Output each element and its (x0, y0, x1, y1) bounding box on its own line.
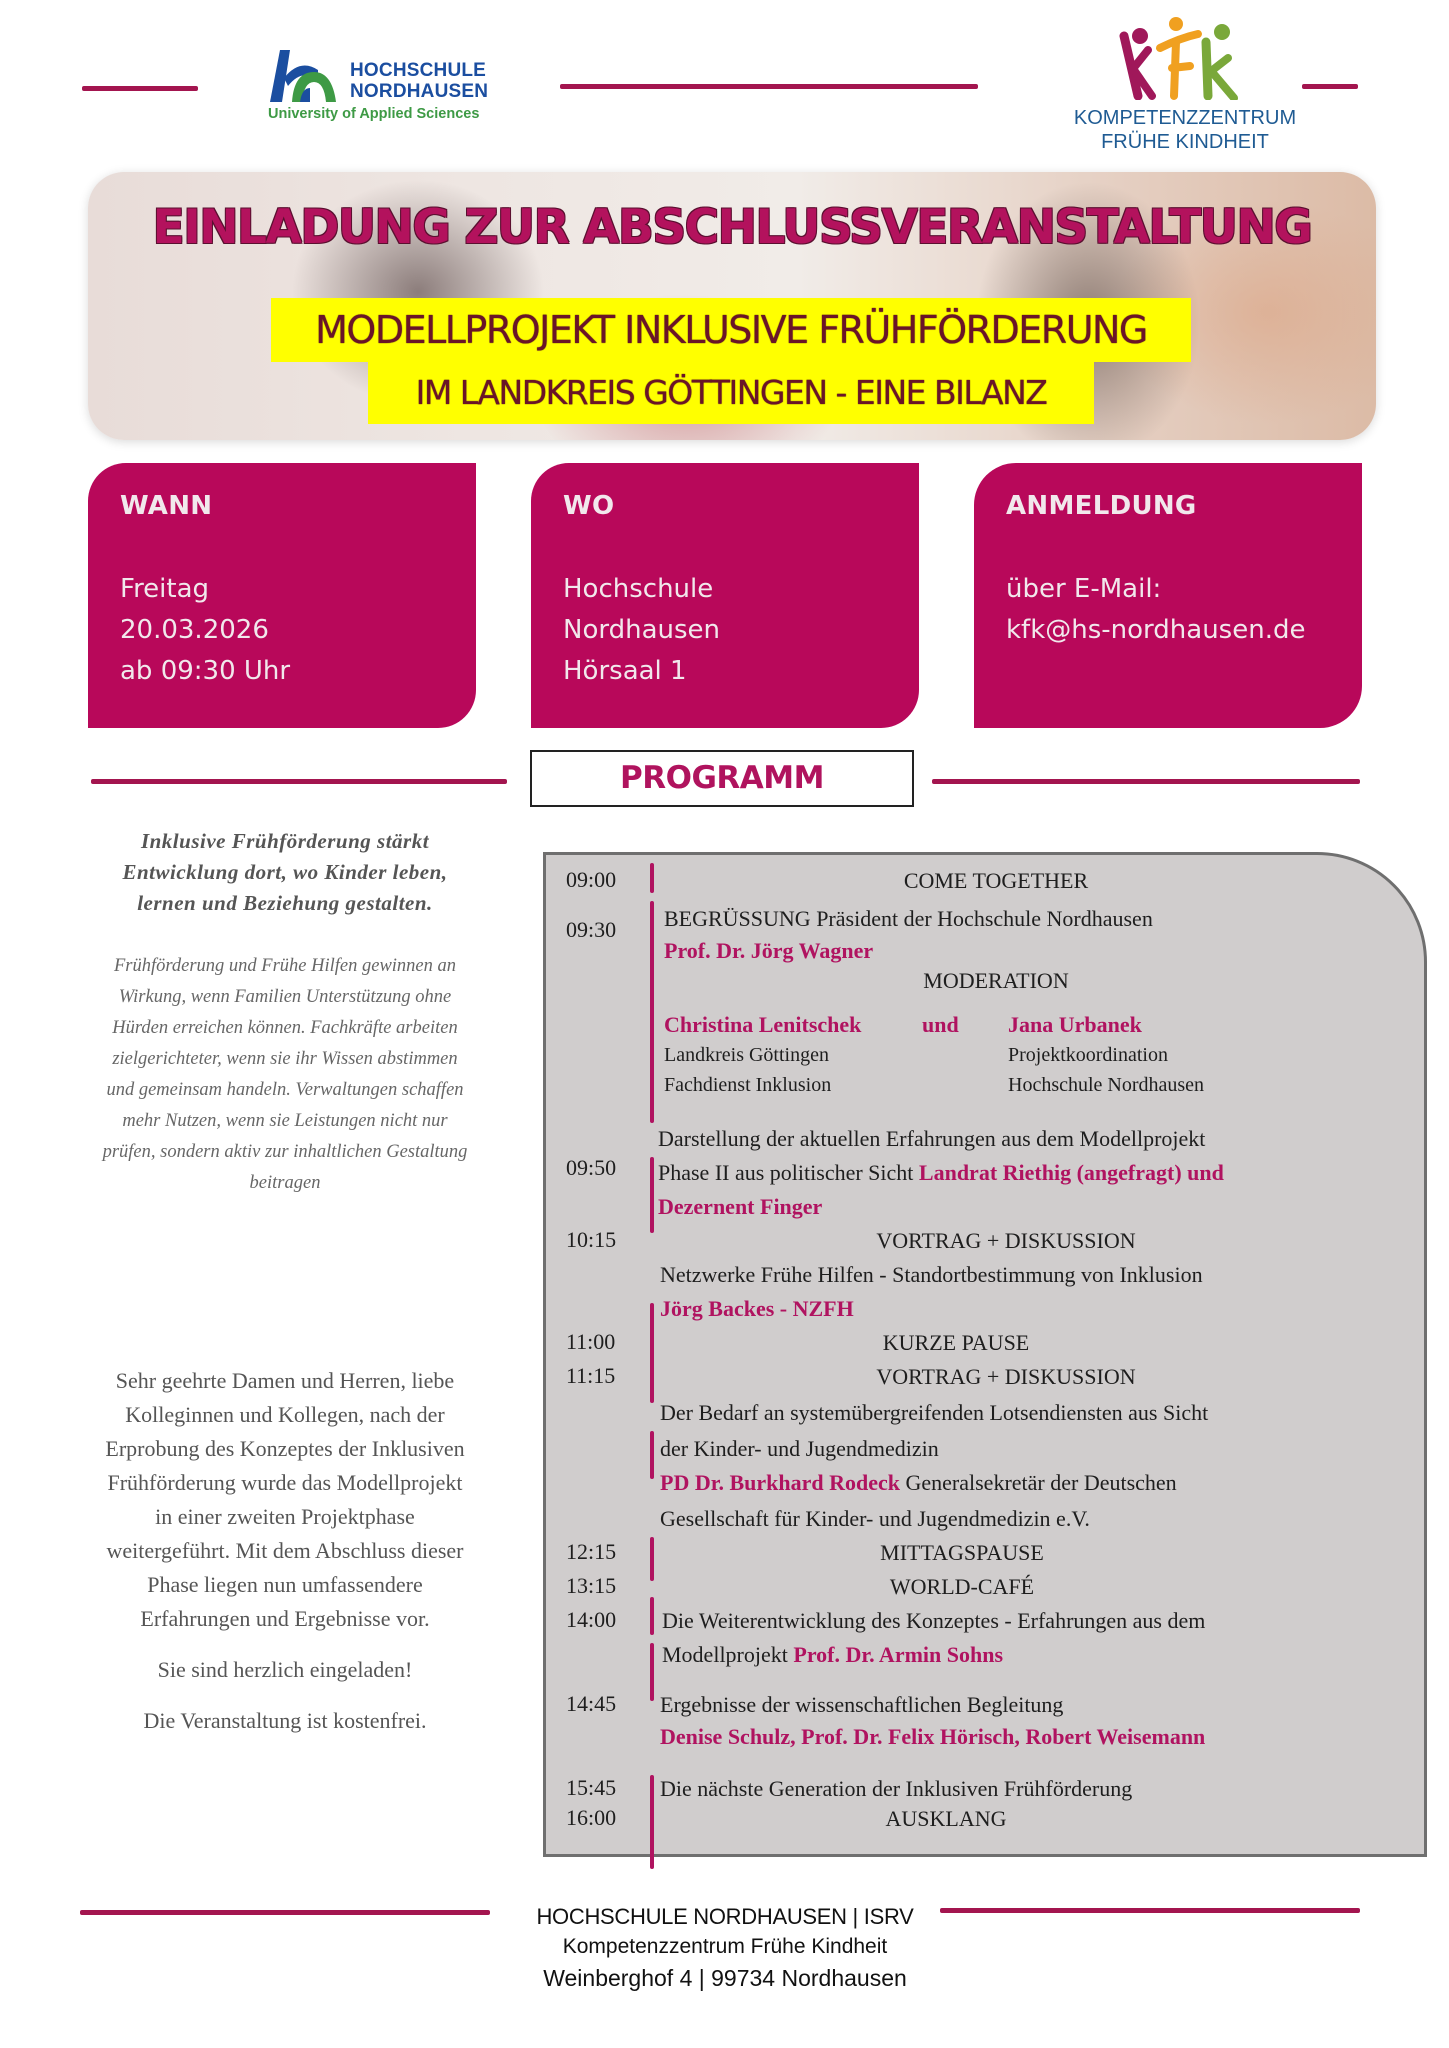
card-line: ab 09:30 Uhr (120, 656, 291, 686)
hochschule-name-line1: HOCHSCHULE (350, 60, 487, 81)
accent-bar (650, 1431, 654, 1479)
intro-quote: Inklusive Frühförderung stärkt Entwicklung dort, wo Kinder leben, lernen und Beziehung gestalten. (122, 829, 448, 915)
item-weiterentwicklung-line1: Die Weiterentwicklung des Konzeptes - Erfahrungen aus dem (662, 1608, 1206, 1633)
hochschule-nordhausen-logo (268, 48, 488, 128)
intro-body: Frühförderung und Frühe Hilfen gewinnen an Wirkung, wenn Familien Unterstützung ohne Hürden erreichen können. Fachkräfte arbeiten zielgerichteter, wenn sie ihr Wissen abstimmen und gemeinsam handeln. Verwaltungen schaffen mehr Nutzen, wenn sie Leistungen nicht nur prüfen, sondern aktiv zur inhaltlichen Gestaltung beitragen (102, 956, 468, 1193)
hochschule-logo-mark-icon (270, 50, 340, 102)
item-rodeck (660, 1469, 1177, 1497)
item-darstellung: Darstellung der aktuellen Erfahrungen aus dem Modellprojekt (658, 1126, 1206, 1151)
time-1400: 14:00 (566, 1607, 617, 1632)
card-line: Nordhausen (563, 615, 721, 645)
card-line: Hörsaal 1 (563, 656, 687, 686)
accent-bar (650, 901, 654, 1123)
hero-banner (88, 172, 1376, 440)
card-heading: ANMELDUNG (1006, 491, 1197, 521)
accent-bar (650, 1597, 654, 1635)
time-1445: 14:45 (566, 1691, 617, 1716)
programm-rule-right (932, 779, 1360, 784)
project-title-highlight (271, 298, 1191, 362)
free-line: Die Veranstaltung ist kostenfrei. (143, 1708, 427, 1733)
item-weiterentwicklung-line2 (662, 1641, 1003, 1669)
hochschule-name-line2: NORDHAUSEN (350, 81, 489, 102)
item-moderation: MODERATION (923, 968, 1069, 993)
rodeck-role: Generalsekretär der Deutschen (905, 1470, 1177, 1495)
accent-bar (650, 1643, 654, 1701)
item-phase2 (658, 1159, 1224, 1187)
footer-center: Kompetenzzentrum Frühe Kindheit (562, 1935, 888, 1958)
time-1545: 15:45 (566, 1775, 617, 1800)
project-title-line2: IM LANDKREIS GÖTTINGEN - EINE BILANZ (415, 373, 1047, 412)
moderator1-org2: Fachdienst Inklusion (664, 1074, 832, 1096)
item-world-cafe: WORLD-CAFÉ (889, 1574, 1035, 1599)
project-subtitle-highlight (368, 362, 1094, 424)
moderator-urbanek: Jana Urbanek (1008, 1012, 1142, 1037)
time-0930: 09:30 (566, 917, 617, 942)
invite-line: Sie sind herzlich eingeladen! (157, 1657, 413, 1682)
footer (420, 1902, 1030, 1994)
speaker-dezernent: Dezernent Finger (658, 1194, 823, 1219)
intro-column (100, 826, 470, 1199)
card-anmeldung (974, 463, 1362, 728)
header-rule-left (82, 86, 198, 91)
item-begruessung: BEGRÜSSUNG Präsident der Hochschule Nordhausen (664, 906, 1153, 931)
time-1215: 12:15 (566, 1539, 617, 1564)
card-line: Hochschule (563, 574, 714, 604)
item-vortrag-2: VORTRAG + DISKUSSION (876, 1364, 1136, 1389)
card-wann (88, 463, 476, 728)
time-1100: 11:00 (566, 1329, 616, 1354)
speaker-backes: Jörg Backes - NZFH (660, 1296, 854, 1321)
kfk-name-line2: FRÜHE KINDHEIT (1101, 131, 1269, 153)
item-mittagspause: MITTAGSPAUSE (880, 1540, 1044, 1565)
time-1115: 11:15 (566, 1363, 616, 1388)
header-rule-middle (560, 84, 978, 89)
moderator2-org1: Projektkoordination (1008, 1044, 1168, 1066)
item-kurze-pause: KURZE PAUSE (882, 1330, 1030, 1355)
item-bedarf-line2: der Kinder- und Jugendmedizin (660, 1436, 939, 1461)
card-line: Freitag (120, 574, 210, 604)
time-1315: 13:15 (566, 1573, 617, 1598)
kfk-logo (1050, 14, 1320, 164)
project-title-line1: MODELLPROJEKT INKLUSIVE FRÜHFÖRDERUNG (315, 308, 1147, 352)
item-netzwerke: Netzwerke Frühe Hilfen - Standortbestimmung von Inklusion (660, 1262, 1203, 1287)
speaker-rodeck: PD Dr. Burkhard Rodeck (660, 1470, 900, 1495)
item-ausklang: AUSKLANG (885, 1806, 1007, 1831)
kfk-name-line1: KOMPETENZZENTRUM (1073, 107, 1297, 129)
footer-address: Weinberghof 4 | 99734 Nordhausen (543, 1965, 907, 1991)
moderator-lenitschek: Christina Lenitschek (664, 1012, 862, 1037)
kfk-name (1050, 106, 1320, 154)
item-vortrag-1: VORTRAG + DISKUSSION (876, 1228, 1136, 1253)
speaker-team: Denise Schulz, Prof. Dr. Felix Hörisch, Robert Weisemann (660, 1724, 1206, 1749)
card-heading: WANN (120, 491, 213, 521)
hochschule-subtitle: University of Applied Sciences (268, 106, 480, 122)
item-naechste-generation: Die nächste Generation der Inklusiven Frühförderung (660, 1776, 1133, 1801)
hochschule-name (350, 60, 488, 102)
item-ergebnisse: Ergebnisse der wissenschaftlichen Begleitung (660, 1692, 1064, 1717)
moderator2-org2: Hochschule Nordhausen (1008, 1074, 1205, 1096)
item-bedarf-line1: Der Bedarf an systemübergreifenden Lotsendiensten aus Sicht (660, 1400, 1209, 1425)
moderator1-org1: Landkreis Göttingen (664, 1044, 829, 1066)
moderator-und: und (922, 1012, 959, 1037)
item-come-together: COME TOGETHER (903, 868, 1089, 893)
speaker-wagner: Prof. Dr. Jörg Wagner (664, 938, 874, 963)
kfk-children-mark-icon (1110, 14, 1250, 100)
speaker-sohns: Prof. Dr. Armin Sohns (793, 1642, 1004, 1667)
invitation-title: EINLADUNG ZUR ABSCHLUSSVERANSTALTUNG (152, 200, 1312, 255)
weiterentwicklung-text: Modellprojekt (662, 1642, 788, 1667)
card-wo (531, 463, 919, 728)
time-1015: 10:15 (566, 1227, 617, 1252)
phase2-text: Phase II aus politischer Sicht (658, 1160, 914, 1185)
greeting-paragraph: Sehr geehrte Damen und Herren, liebe Kolleginnen und Kollegen, nach der Erprobung des Konzeptes der Inklusiven Frühförderung wurde das Modellprojekt in einer zweiten Projektphase weitergeführt. Mit dem Abschluss dieser Phase liegen nun umfassendere Erfahrungen und Ergebnisse vor. (105, 1368, 465, 1631)
greeting-text (100, 1364, 470, 1738)
time-1600: 16:00 (566, 1805, 617, 1830)
time-0950: 09:50 (566, 1155, 617, 1180)
footer-institution: HOCHSCHULE NORDHAUSEN | ISRV (536, 1904, 914, 1929)
programm-rule-left (91, 779, 507, 784)
accent-bar (650, 1157, 654, 1233)
card-heading: WO (563, 491, 615, 521)
schedule-panel (543, 852, 1427, 1857)
card-line: über E-Mail: (1006, 574, 1162, 604)
item-gesellschaft: Gesellschaft für Kinder- und Jugendmedizin e.V. (660, 1506, 1090, 1531)
time-0900: 09:00 (566, 867, 617, 892)
email-link[interactable]: kfk@hs-nordhausen.de (1006, 615, 1306, 645)
speaker-landrat: Landrat Riethig (angefragt) und (918, 1160, 1224, 1185)
programm-heading: PROGRAMM (530, 750, 914, 807)
card-line: 20.03.2026 (120, 615, 269, 645)
